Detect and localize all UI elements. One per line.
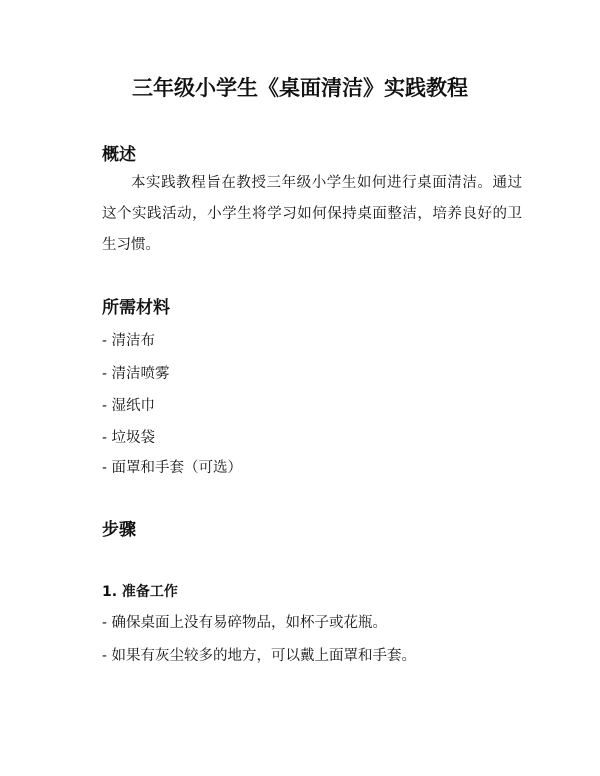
materials-item-spray: - 清洁喷雾 [102, 366, 170, 382]
materials-item-trash-bag: - 垃圾袋 [102, 430, 156, 446]
materials-item-mask-gloves: - 面罩和手套（可选） [102, 460, 243, 476]
overview-heading: 概述 [102, 145, 136, 165]
materials-item-wet-wipes: - 湿纸巾 [102, 398, 156, 414]
step-1-heading: 1. 准备工作 [102, 584, 178, 600]
document-title: 三年级小学生《桌面清洁》实践教程 [132, 76, 468, 100]
steps-heading: 步骤 [102, 520, 136, 540]
materials-heading: 所需材料 [102, 298, 170, 318]
step-1-item-wear-mask: - 如果有灰尘较多的地方，可以戴上面罩和手套。 [102, 648, 417, 664]
step-1-item-remove-fragile: - 确保桌面上没有易碎物品，如杯子或花瓶。 [102, 615, 388, 631]
materials-item-cloth: - 清洁布 [102, 333, 156, 349]
overview-paragraph: 本实践教程旨在教授三年级小学生如何进行桌面清洁。通过这个实践活动，小学生将学习如何保持桌面整洁，培养良好的卫生习惯。 [102, 175, 522, 253]
